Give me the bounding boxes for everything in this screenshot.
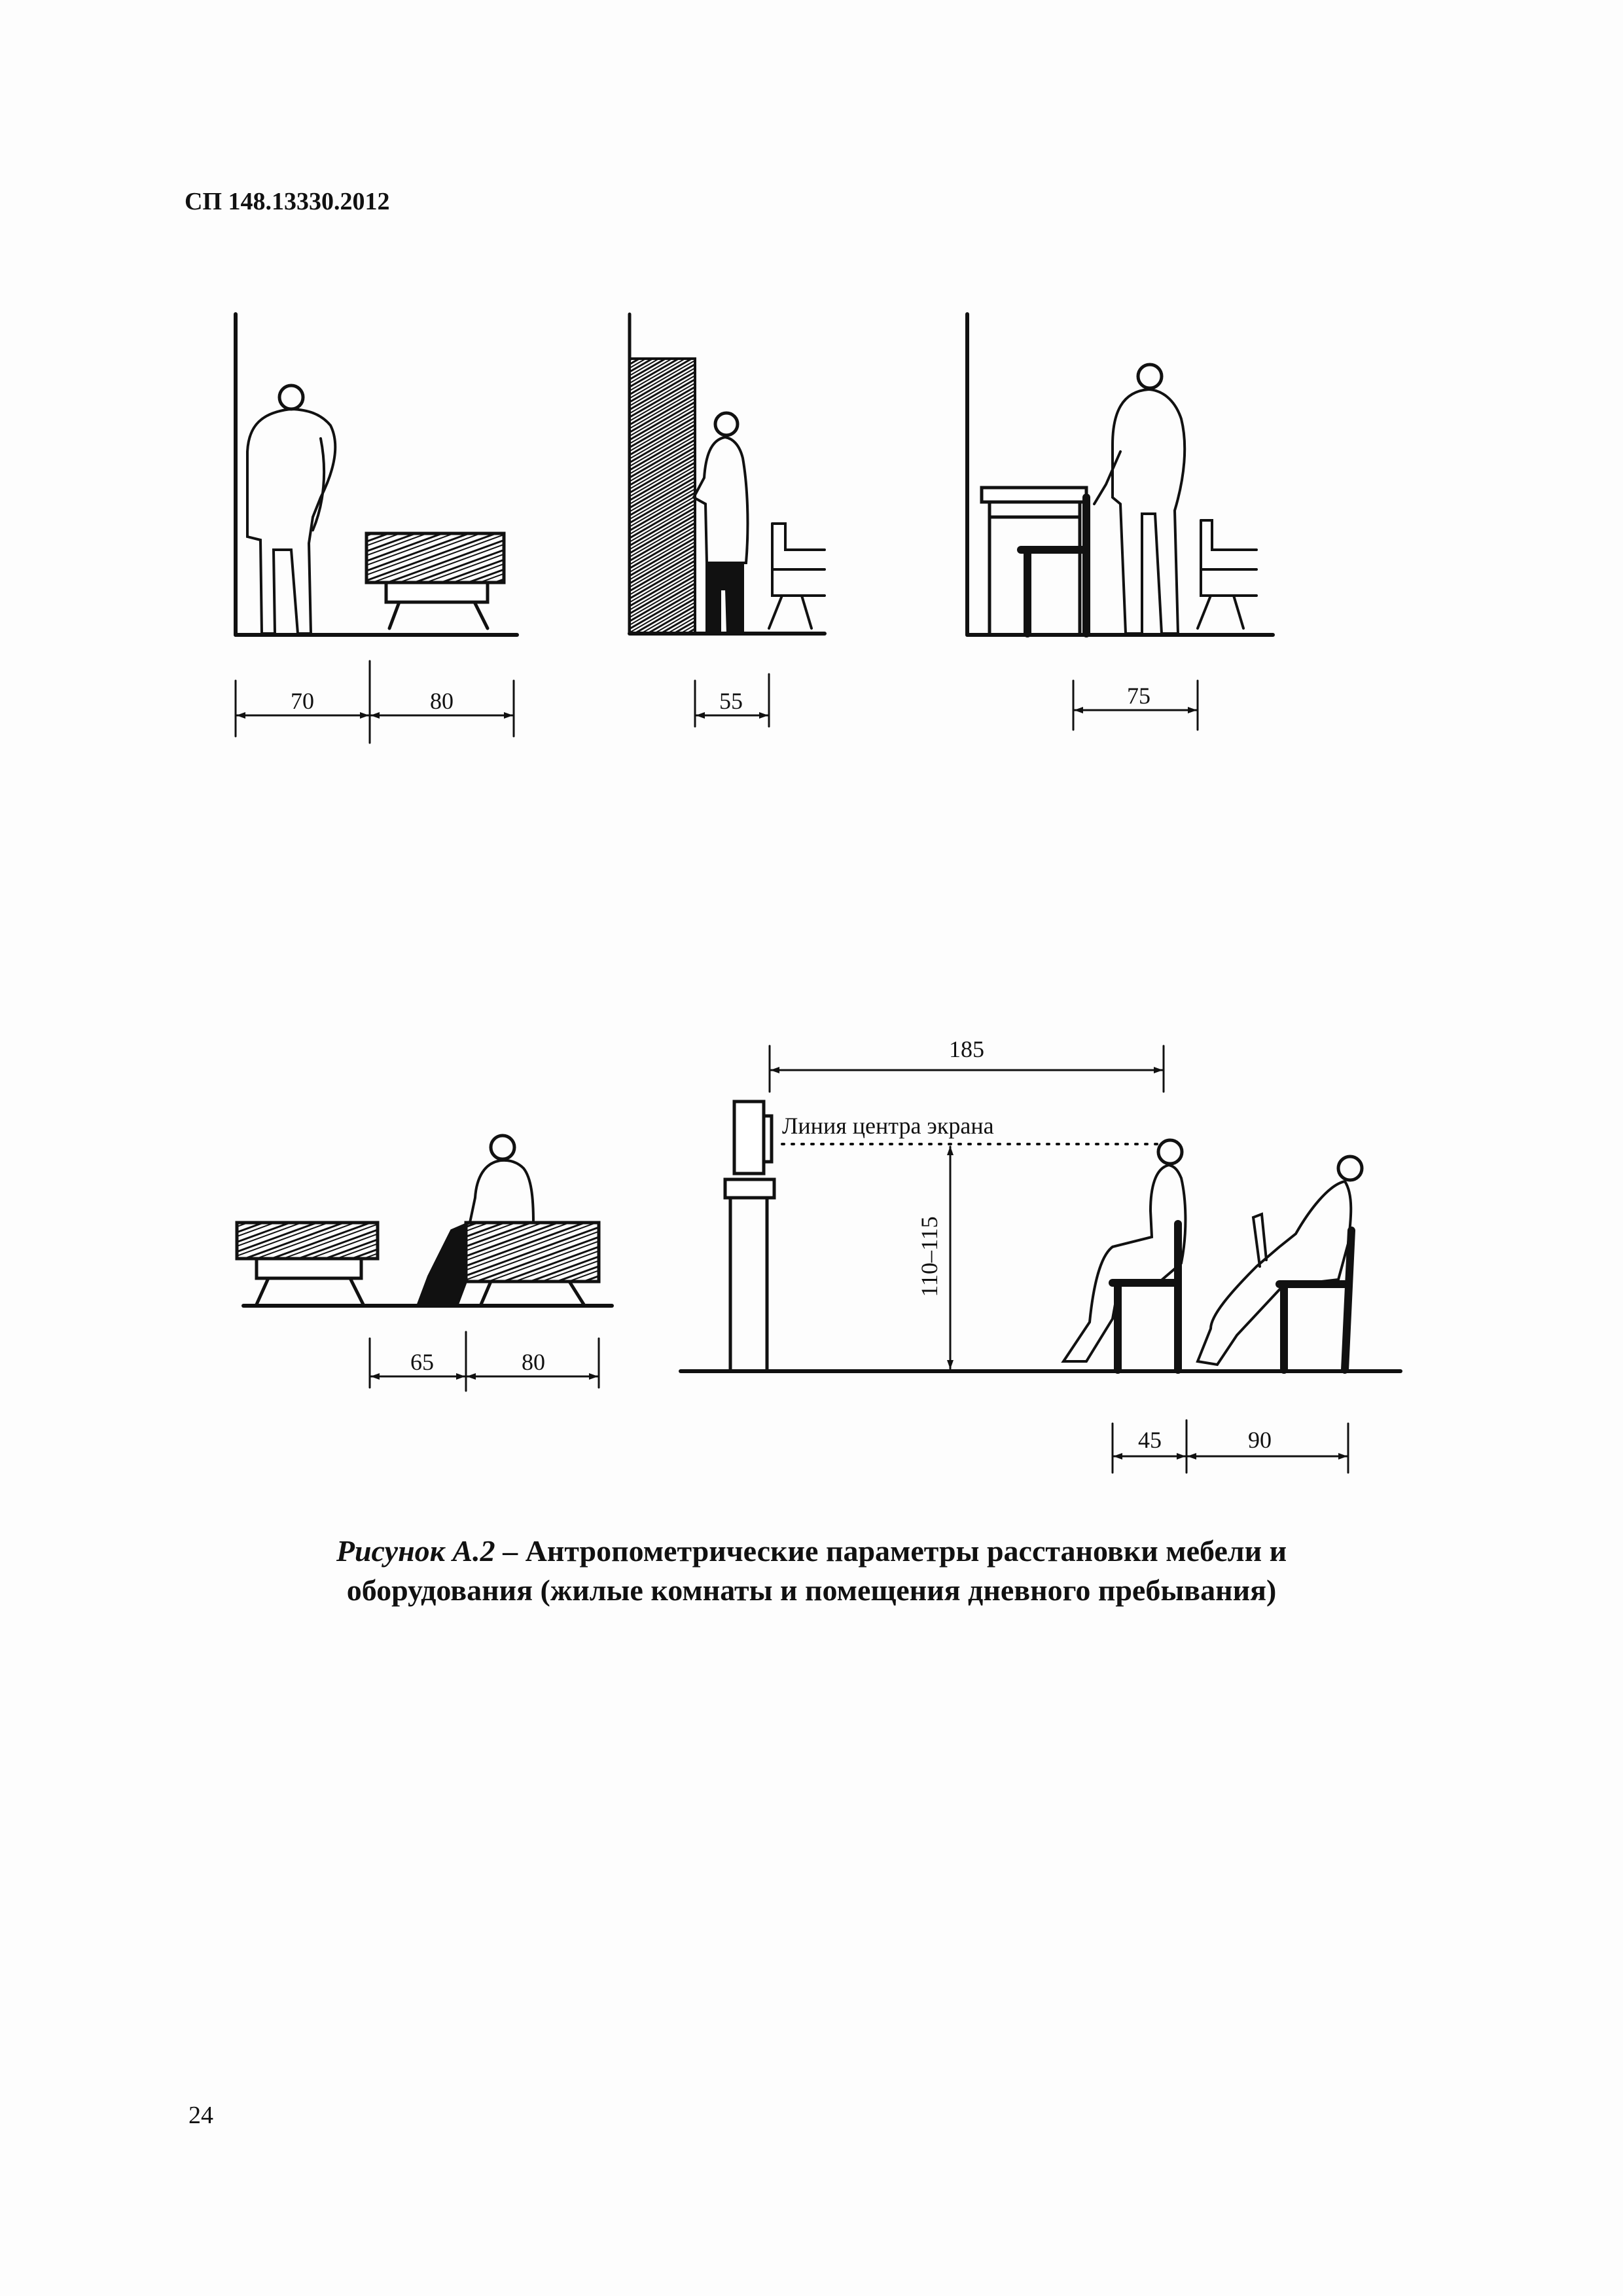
page-number: 24 — [188, 2102, 213, 2129]
dim-55: 55 — [719, 688, 743, 714]
caption-text-1: Антропометрические параметры расстановки мебели и — [525, 1534, 1287, 1568]
chair-scene-2 — [769, 524, 825, 628]
dim-75: 75 — [1127, 683, 1150, 709]
dim-90: 90 — [1248, 1427, 1272, 1453]
dim-65: 65 — [410, 1349, 434, 1375]
dim-80-upper: 80 — [430, 688, 454, 714]
dim-70: 70 — [291, 688, 314, 714]
coffee-table-2 — [237, 1223, 378, 1304]
chair-scene-3-outline — [1198, 520, 1257, 628]
coffee-table-3 — [466, 1223, 599, 1304]
viewer-chair-2 — [1279, 1230, 1351, 1370]
dim-185: 185 — [949, 1036, 984, 1062]
scene-tv-viewing — [681, 1046, 1400, 1473]
figure-caption — [164, 1532, 1459, 1610]
tv-set — [725, 1102, 774, 1370]
dim-110-115: 110–115 — [916, 1216, 942, 1297]
dim-45: 45 — [1138, 1427, 1162, 1453]
scene-wall-chair — [630, 314, 825, 726]
scene-wall-table — [236, 314, 517, 743]
document-code: СП 148.13330.2012 — [185, 188, 390, 215]
caption-text-2: оборудования (жилые комнаты и помещения дневного пребывания) — [346, 1573, 1277, 1607]
caption-dash: – — [495, 1534, 526, 1568]
scene-desk-chair — [967, 314, 1273, 730]
coffee-table-1 — [366, 533, 504, 628]
caption-line-1 — [164, 1532, 1459, 1571]
viewer-chair-1 — [1113, 1224, 1178, 1370]
dim-80-lower: 80 — [522, 1349, 545, 1375]
caption-label: Рисунок А.2 — [336, 1534, 495, 1568]
desk — [982, 488, 1086, 634]
screen-center-line-label: Линия центра экрана — [782, 1113, 994, 1139]
